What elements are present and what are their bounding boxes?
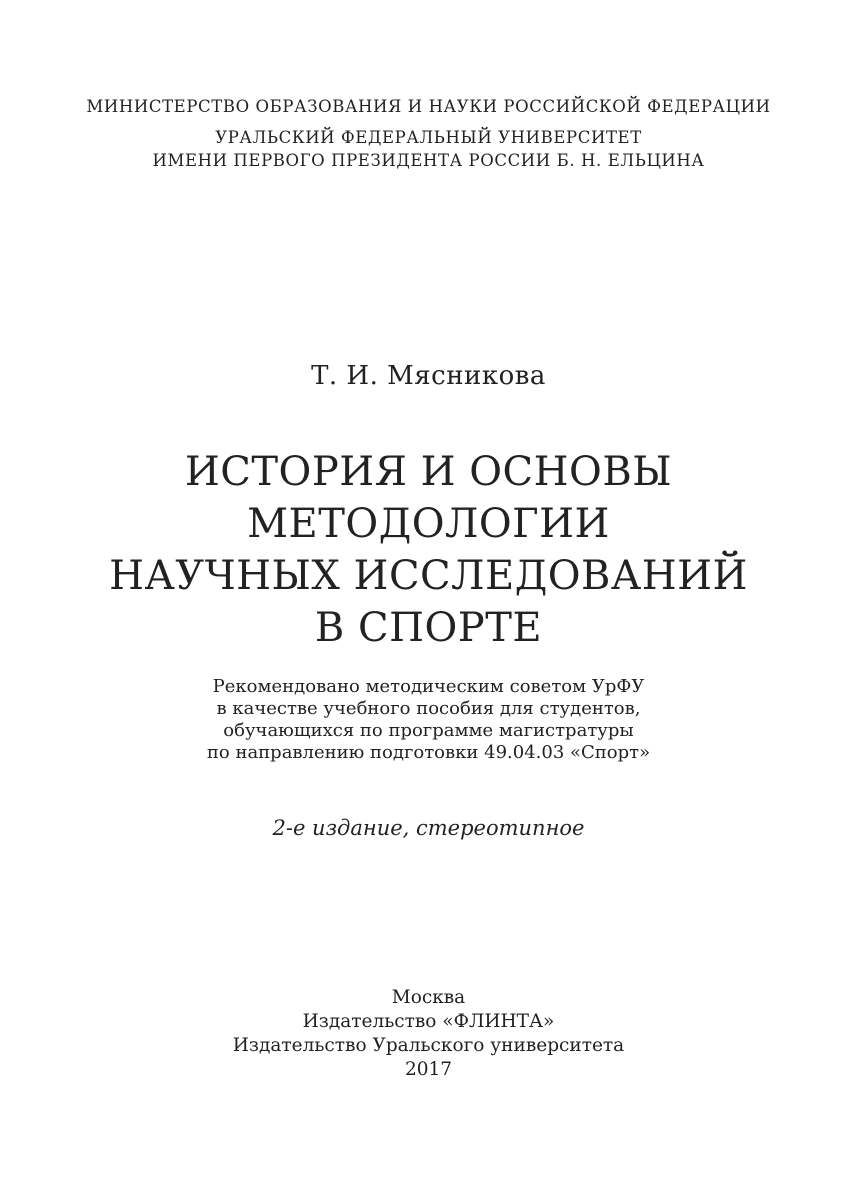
recommendation-block (0, 676, 857, 764)
ministry-heading: МИНИСТЕРСТВО ОБРАЗОВАНИЯ И НАУКИ РОССИЙСКОЙ ФЕДЕРАЦИИ (86, 97, 771, 116)
book-title (0, 446, 857, 654)
imprint-year: 2017 (404, 1059, 453, 1080)
recommendation-line4: по направлению подготовки 49.04.03 «Спорт» (206, 742, 651, 763)
imprint-block (0, 986, 857, 1082)
recommendation-line2: в качестве учебного пособия для студентов, (216, 698, 641, 719)
book-title-line4: В СПОРТЕ (314, 605, 543, 651)
recommendation-line1: Рекомендовано методическим советом УрФУ (212, 676, 645, 697)
book-title-line3: НАУЧНЫХ ИССЛЕДОВАНИЙ (109, 553, 748, 599)
imprint-publisher-ural: Издательство Уральского университета (232, 1035, 625, 1056)
recommendation-line3: обучающихся по программе магистратуры (223, 720, 634, 741)
university-heading (0, 126, 857, 172)
imprint-publisher-flinta: Издательство «ФЛИНТА» (302, 1011, 555, 1032)
university-name-line2: ИМЕНИ ПЕРВОГО ПРЕЗИДЕНТА РОССИИ Б. Н. ЕЛЬЦИНА (152, 151, 705, 170)
author-name: Т. И. Мясникова (311, 361, 546, 391)
book-title-line1: ИСТОРИЯ И ОСНОВЫ (184, 449, 673, 495)
edition-note: 2-е издание, стереотипное (272, 816, 585, 840)
university-name-line1: УРАЛЬСКИЙ ФЕДЕРАЛЬНЫЙ УНИВЕРСИТЕТ (215, 128, 642, 147)
book-title-line2: МЕТОДОЛОГИИ (247, 501, 610, 547)
imprint-city: Москва (391, 987, 466, 1008)
